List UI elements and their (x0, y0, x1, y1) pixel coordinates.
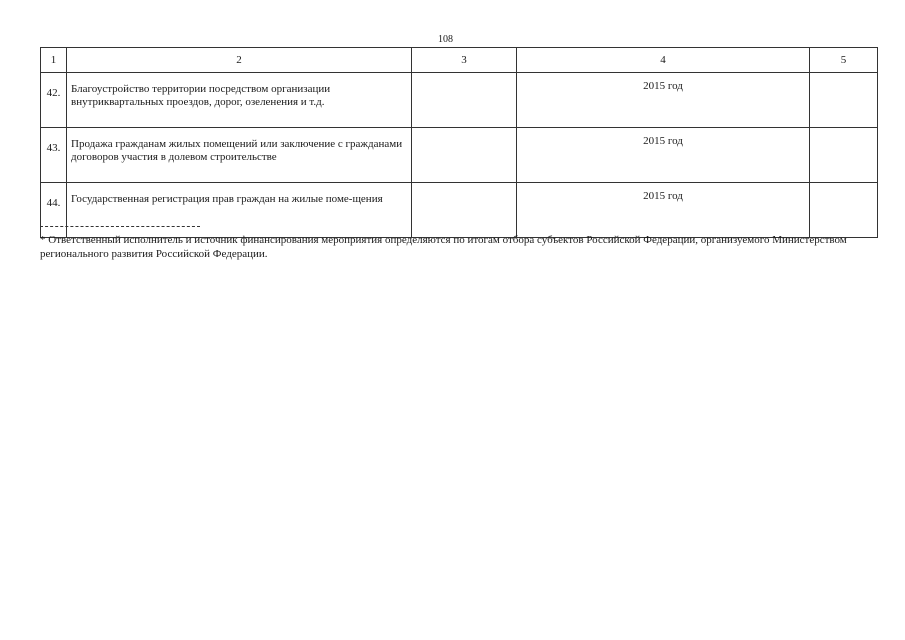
row-year: 2015 год (517, 73, 810, 128)
activities-table (40, 47, 878, 238)
table-header-row (41, 48, 878, 73)
row-col3 (412, 128, 517, 183)
row-description: Государственная регистрация прав граждан на жилые поме-щения (67, 183, 412, 238)
table-row (41, 73, 878, 128)
row-col3 (412, 183, 517, 238)
row-col3 (412, 73, 517, 128)
row-number: 44. (41, 183, 67, 238)
header-col-2: 2 (67, 48, 412, 73)
row-description: Продажа гражданам жилых помещений или заключение с гражданами договоров участия в долевом строительстве (67, 128, 412, 183)
header-col-3: 3 (412, 48, 517, 73)
header-col-5: 5 (810, 48, 878, 73)
row-col5 (810, 183, 878, 238)
header-col-4: 4 (517, 48, 810, 73)
row-number: 43. (41, 128, 67, 183)
table-row (41, 128, 878, 183)
page-number: 108 (438, 34, 453, 45)
table-row (41, 183, 878, 238)
row-year: 2015 год (517, 183, 810, 238)
footnote-separator (40, 226, 200, 227)
row-year: 2015 год (517, 128, 810, 183)
header-col-1: 1 (41, 48, 67, 73)
row-description: Благоустройство территории посредством организации внутриквартальных проездов, дорог, озеленения и т.д. (67, 73, 412, 128)
row-col5 (810, 128, 878, 183)
footnote: * Ответственный исполнитель и источник финансирования мероприятия определяются по итогам отбора субъектов Российской Федерации, организуемого Министерством регионального развития Российской Федерации. (40, 234, 847, 260)
row-col5 (810, 73, 878, 128)
row-number: 42. (41, 73, 67, 128)
